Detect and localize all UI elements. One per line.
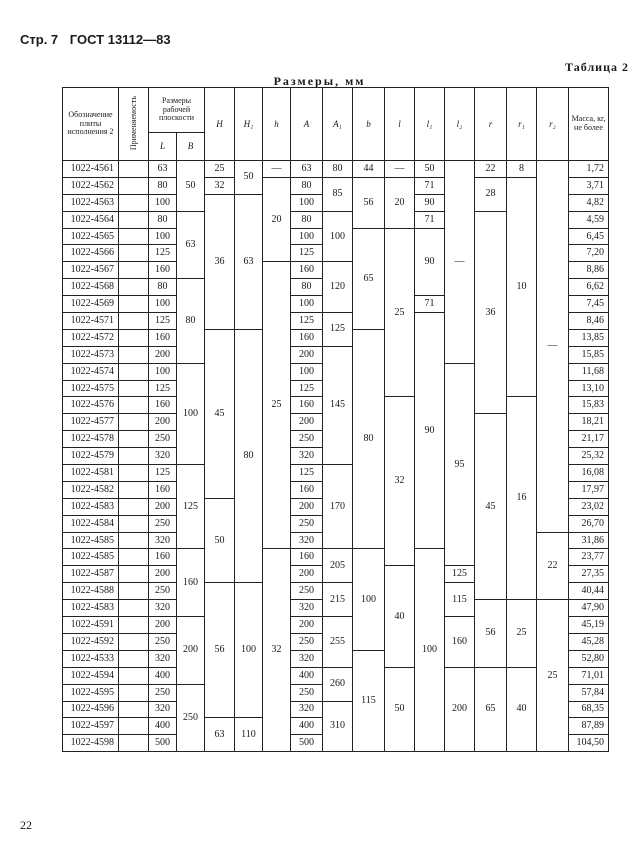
cell-designation: 1022-4597 <box>63 718 119 735</box>
cell-A: 63 <box>291 161 323 178</box>
cell-mass: 4,59 <box>569 211 609 228</box>
cell-H1: 63 <box>235 194 263 329</box>
cell-applicability <box>119 667 149 684</box>
cell-mass: 47,90 <box>569 600 609 617</box>
cell-applicability <box>119 465 149 482</box>
cell-mass: 27,35 <box>569 566 609 583</box>
table-row <box>63 667 609 684</box>
cell-r: 56 <box>475 600 507 668</box>
page-number: 22 <box>20 818 32 832</box>
cell-A: 400 <box>291 718 323 735</box>
cell-designation: 1022-4594 <box>63 667 119 684</box>
cell-designation: 1022-4571 <box>63 313 119 330</box>
cell-l1: 50 <box>415 161 445 178</box>
cell-L: 125 <box>149 380 177 397</box>
standard-code: ГОСТ 13112—83 <box>69 32 171 47</box>
cell-mass: 40,44 <box>569 583 609 600</box>
cell-designation: 1022-4565 <box>63 228 119 245</box>
col-l1: l₁ <box>415 88 445 161</box>
cell-l: 50 <box>385 667 415 751</box>
cell-B: 50 <box>177 161 205 212</box>
cell-r2: 25 <box>537 600 569 752</box>
cell-applicability <box>119 397 149 414</box>
cell-r: 36 <box>475 211 507 414</box>
cell-A: 125 <box>291 245 323 262</box>
cell-L: 80 <box>149 177 177 194</box>
cell-r2: 22 <box>537 532 569 600</box>
col-l2: l₂ <box>445 88 475 161</box>
cell-L: 200 <box>149 617 177 634</box>
cell-L: 250 <box>149 515 177 532</box>
cell-L: 100 <box>149 296 177 313</box>
cell-B: 80 <box>177 279 205 363</box>
col-applicability-label: Применяемость <box>128 95 138 151</box>
table-row <box>63 177 609 194</box>
cell-L: 400 <box>149 718 177 735</box>
cell-applicability <box>119 515 149 532</box>
cell-A: 80 <box>291 211 323 228</box>
cell-H1: 50 <box>235 161 263 195</box>
cell-applicability <box>119 211 149 228</box>
cell-applicability <box>119 363 149 380</box>
cell-designation: 1022-4562 <box>63 177 119 194</box>
cell-b: 44 <box>353 161 385 178</box>
cell-mass: 52,80 <box>569 650 609 667</box>
col-mass: Масса, кг, не более <box>569 88 609 161</box>
cell-A: 200 <box>291 498 323 515</box>
cell-A1: 310 <box>323 701 353 752</box>
cell-H1: 100 <box>235 583 263 718</box>
cell-r: 65 <box>475 667 507 751</box>
cell-L: 200 <box>149 414 177 431</box>
cell-mass: 1,72 <box>569 161 609 178</box>
cell-applicability <box>119 194 149 211</box>
cell-L: 63 <box>149 161 177 178</box>
cell-applicability <box>119 414 149 431</box>
cell-L: 500 <box>149 735 177 752</box>
cell-A: 320 <box>291 650 323 667</box>
cell-l: 40 <box>385 566 415 667</box>
cell-applicability <box>119 617 149 634</box>
cell-l2: 115 <box>445 583 475 617</box>
cell-designation: 1022-4564 <box>63 211 119 228</box>
cell-l: — <box>385 161 415 178</box>
cell-B: 125 <box>177 465 205 549</box>
cell-designation: 1022-4585 <box>63 532 119 549</box>
cell-applicability <box>119 583 149 600</box>
cell-H: 25 <box>205 161 235 178</box>
cell-A: 160 <box>291 329 323 346</box>
cell-applicability <box>119 718 149 735</box>
cell-A: 200 <box>291 414 323 431</box>
cell-applicability <box>119 566 149 583</box>
cell-mass: 6,45 <box>569 228 609 245</box>
cell-B: 200 <box>177 617 205 685</box>
cell-A: 200 <box>291 566 323 583</box>
cell-applicability <box>119 346 149 363</box>
cell-mass: 13,85 <box>569 329 609 346</box>
cell-l1: 90 <box>415 194 445 211</box>
cell-applicability <box>119 245 149 262</box>
cell-mass: 45,19 <box>569 617 609 634</box>
cell-mass: 3,71 <box>569 177 609 194</box>
cell-l2: 200 <box>445 667 475 751</box>
cell-mass: 31,86 <box>569 532 609 549</box>
cell-A: 80 <box>291 279 323 296</box>
table-body <box>63 161 609 752</box>
cell-mass: 25,32 <box>569 448 609 465</box>
cell-A: 500 <box>291 735 323 752</box>
cell-mass: 26,70 <box>569 515 609 532</box>
cell-L: 200 <box>149 346 177 363</box>
cell-mass: 23,77 <box>569 549 609 566</box>
col-working-plane: Размеры рабочей плоскости <box>149 88 205 133</box>
cell-mass: 68,35 <box>569 701 609 718</box>
col-h: h <box>263 88 291 161</box>
cell-l2: 125 <box>445 566 475 583</box>
col-A: A <box>291 88 323 161</box>
cell-A: 100 <box>291 363 323 380</box>
cell-mass: 11,68 <box>569 363 609 380</box>
cell-L: 250 <box>149 431 177 448</box>
cell-r: 45 <box>475 414 507 600</box>
cell-L: 200 <box>149 498 177 515</box>
cell-L: 160 <box>149 481 177 498</box>
cell-L: 125 <box>149 465 177 482</box>
cell-h: 25 <box>263 262 291 549</box>
cell-mass: 15,83 <box>569 397 609 414</box>
cell-mass: 21,17 <box>569 431 609 448</box>
col-designation: Обозначение плиты исполнения 2 <box>63 88 119 161</box>
cell-A: 80 <box>291 177 323 194</box>
cell-applicability <box>119 684 149 701</box>
cell-designation: 1022-4585 <box>63 549 119 566</box>
cell-L: 160 <box>149 549 177 566</box>
cell-A: 200 <box>291 346 323 363</box>
cell-designation: 1022-4592 <box>63 633 119 650</box>
cell-h: 32 <box>263 549 291 752</box>
cell-A: 250 <box>291 431 323 448</box>
cell-A: 200 <box>291 617 323 634</box>
cell-A1: 85 <box>323 177 353 211</box>
cell-applicability <box>119 431 149 448</box>
cell-A1: 145 <box>323 346 353 464</box>
cell-l1: 71 <box>415 177 445 194</box>
cell-designation: 1022-4598 <box>63 735 119 752</box>
cell-L: 320 <box>149 448 177 465</box>
cell-L: 80 <box>149 279 177 296</box>
cell-applicability <box>119 633 149 650</box>
cell-mass: 8,86 <box>569 262 609 279</box>
cell-A: 250 <box>291 684 323 701</box>
cell-H: 45 <box>205 329 235 498</box>
cell-A1: 80 <box>323 161 353 178</box>
cell-mass: 8,46 <box>569 313 609 330</box>
cell-designation: 1022-4576 <box>63 397 119 414</box>
table-row <box>63 161 609 178</box>
cell-mass: 15,85 <box>569 346 609 363</box>
cell-A: 250 <box>291 633 323 650</box>
col-L: L <box>149 133 177 161</box>
cell-applicability <box>119 532 149 549</box>
page-label: Стр. 7 <box>20 32 59 47</box>
cell-designation: 1022-4584 <box>63 515 119 532</box>
cell-applicability <box>119 549 149 566</box>
cell-applicability <box>119 296 149 313</box>
cell-A: 400 <box>291 667 323 684</box>
cell-H: 36 <box>205 194 235 329</box>
cell-A: 320 <box>291 532 323 549</box>
cell-H: 32 <box>205 177 235 194</box>
cell-L: 100 <box>149 363 177 380</box>
cell-applicability <box>119 498 149 515</box>
cell-applicability <box>119 161 149 178</box>
cell-A1: 100 <box>323 211 353 262</box>
cell-A: 160 <box>291 481 323 498</box>
cell-A1: 255 <box>323 617 353 668</box>
cell-b: 65 <box>353 228 385 329</box>
col-r: r <box>475 88 507 161</box>
cell-L: 160 <box>149 329 177 346</box>
cell-l2: 95 <box>445 363 475 566</box>
cell-designation: 1022-4573 <box>63 346 119 363</box>
cell-A1: 125 <box>323 313 353 347</box>
cell-mass: 4,82 <box>569 194 609 211</box>
cell-designation: 1022-4579 <box>63 448 119 465</box>
cell-A1: 120 <box>323 262 353 313</box>
cell-mass: 87,89 <box>569 718 609 735</box>
cell-l2: 160 <box>445 617 475 668</box>
cell-B: 160 <box>177 549 205 617</box>
cell-designation: 1022-4569 <box>63 296 119 313</box>
dimensions-table <box>62 87 609 752</box>
cell-H1: 80 <box>235 329 263 582</box>
cell-designation: 1022-4533 <box>63 650 119 667</box>
cell-designation: 1022-4588 <box>63 583 119 600</box>
cell-b: 115 <box>353 650 385 751</box>
cell-L: 80 <box>149 211 177 228</box>
cell-L: 100 <box>149 194 177 211</box>
cell-applicability <box>119 600 149 617</box>
cell-designation: 1022-4595 <box>63 684 119 701</box>
col-applicability <box>119 88 149 161</box>
cell-mass: 7,45 <box>569 296 609 313</box>
cell-applicability <box>119 329 149 346</box>
cell-b: 80 <box>353 329 385 549</box>
cell-mass: 16,08 <box>569 465 609 482</box>
cell-b: 56 <box>353 177 385 228</box>
cell-mass: 7,20 <box>569 245 609 262</box>
cell-mass: 23,02 <box>569 498 609 515</box>
cell-designation: 1022-4567 <box>63 262 119 279</box>
cell-A1: 205 <box>323 549 353 583</box>
cell-designation: 1022-4591 <box>63 617 119 634</box>
cell-A1: 170 <box>323 465 353 549</box>
table-label: Таблица 2 <box>565 60 629 74</box>
cell-applicability <box>119 701 149 718</box>
cell-A: 125 <box>291 313 323 330</box>
cell-L: 400 <box>149 667 177 684</box>
cell-L: 320 <box>149 650 177 667</box>
cell-l1: 90 <box>415 313 445 549</box>
cell-applicability <box>119 650 149 667</box>
cell-mass: 6,62 <box>569 279 609 296</box>
cell-applicability <box>119 262 149 279</box>
cell-designation: 1022-4581 <box>63 465 119 482</box>
cell-r1: 8 <box>507 161 537 178</box>
cell-applicability <box>119 228 149 245</box>
cell-A: 320 <box>291 600 323 617</box>
cell-designation: 1022-4582 <box>63 481 119 498</box>
cell-l1: 71 <box>415 211 445 228</box>
cell-L: 100 <box>149 228 177 245</box>
cell-designation: 1022-4574 <box>63 363 119 380</box>
cell-L: 160 <box>149 397 177 414</box>
cell-applicability <box>119 177 149 194</box>
col-B: B <box>177 133 205 161</box>
cell-designation: 1022-4561 <box>63 161 119 178</box>
cell-H: 56 <box>205 583 235 718</box>
cell-A1: 260 <box>323 667 353 701</box>
cell-L: 250 <box>149 633 177 650</box>
cell-mass: 17,97 <box>569 481 609 498</box>
cell-applicability <box>119 481 149 498</box>
cell-applicability <box>119 380 149 397</box>
cell-L: 320 <box>149 701 177 718</box>
cell-designation: 1022-4596 <box>63 701 119 718</box>
cell-mass: 104,50 <box>569 735 609 752</box>
cell-h: 20 <box>263 177 291 261</box>
col-r2: r₂ <box>537 88 569 161</box>
cell-designation: 1022-4572 <box>63 329 119 346</box>
cell-mass: 71,01 <box>569 667 609 684</box>
col-H1: H₁ <box>235 88 263 161</box>
cell-r: 28 <box>475 177 507 211</box>
cell-r: 22 <box>475 161 507 178</box>
cell-L: 160 <box>149 262 177 279</box>
cell-r1: 10 <box>507 177 537 397</box>
cell-l: 32 <box>385 397 415 566</box>
cell-applicability <box>119 279 149 296</box>
cell-A1: 215 <box>323 583 353 617</box>
cell-designation: 1022-4578 <box>63 431 119 448</box>
cell-L: 250 <box>149 684 177 701</box>
cell-designation: 1022-4568 <box>63 279 119 296</box>
cell-r1: 25 <box>507 600 537 668</box>
cell-A: 100 <box>291 194 323 211</box>
cell-mass: 18,21 <box>569 414 609 431</box>
cell-l1: 90 <box>415 228 445 296</box>
cell-designation: 1022-4563 <box>63 194 119 211</box>
cell-l1: 100 <box>415 549 445 752</box>
cell-L: 320 <box>149 532 177 549</box>
col-r1: r₁ <box>507 88 537 161</box>
cell-B: 250 <box>177 684 205 752</box>
cell-l: 25 <box>385 228 415 397</box>
col-H: H <box>205 88 235 161</box>
cell-L: 320 <box>149 600 177 617</box>
cell-H: 63 <box>205 718 235 752</box>
col-b: b <box>353 88 385 161</box>
cell-mass: 57,84 <box>569 684 609 701</box>
cell-A: 320 <box>291 448 323 465</box>
cell-L: 200 <box>149 566 177 583</box>
dimensions-title: Размеры, мм <box>273 74 366 88</box>
cell-H1: 110 <box>235 718 263 752</box>
cell-l: 20 <box>385 177 415 228</box>
cell-designation: 1022-4577 <box>63 414 119 431</box>
cell-applicability <box>119 448 149 465</box>
cell-A: 250 <box>291 583 323 600</box>
cell-designation: 1022-4587 <box>63 566 119 583</box>
table-head <box>63 88 609 161</box>
cell-H: 50 <box>205 498 235 582</box>
cell-r1: 40 <box>507 667 537 751</box>
cell-B: 100 <box>177 363 205 464</box>
cell-A: 125 <box>291 465 323 482</box>
cell-A: 125 <box>291 380 323 397</box>
cell-designation: 1022-4583 <box>63 498 119 515</box>
cell-A: 100 <box>291 296 323 313</box>
cell-designation: 1022-4566 <box>63 245 119 262</box>
cell-applicability <box>119 313 149 330</box>
cell-designation: 1022-4583 <box>63 600 119 617</box>
cell-r1: 16 <box>507 397 537 600</box>
cell-L: 125 <box>149 245 177 262</box>
page-header <box>20 32 600 50</box>
cell-l2: — <box>445 161 475 364</box>
cell-A: 160 <box>291 549 323 566</box>
cell-A: 100 <box>291 228 323 245</box>
cell-mass: 13,10 <box>569 380 609 397</box>
col-l: l <box>385 88 415 161</box>
cell-A: 250 <box>291 515 323 532</box>
cell-B: 63 <box>177 211 205 279</box>
cell-A: 160 <box>291 262 323 279</box>
cell-designation: 1022-4575 <box>63 380 119 397</box>
cell-A: 320 <box>291 701 323 718</box>
cell-r2: — <box>537 161 569 533</box>
cell-L: 250 <box>149 583 177 600</box>
cell-h: — <box>263 161 291 178</box>
cell-l1: 71 <box>415 296 445 313</box>
cell-mass: 45,28 <box>569 633 609 650</box>
cell-b: 100 <box>353 549 385 650</box>
cell-L: 125 <box>149 313 177 330</box>
cell-A: 160 <box>291 397 323 414</box>
cell-applicability <box>119 735 149 752</box>
col-A1: A₁ <box>323 88 353 161</box>
